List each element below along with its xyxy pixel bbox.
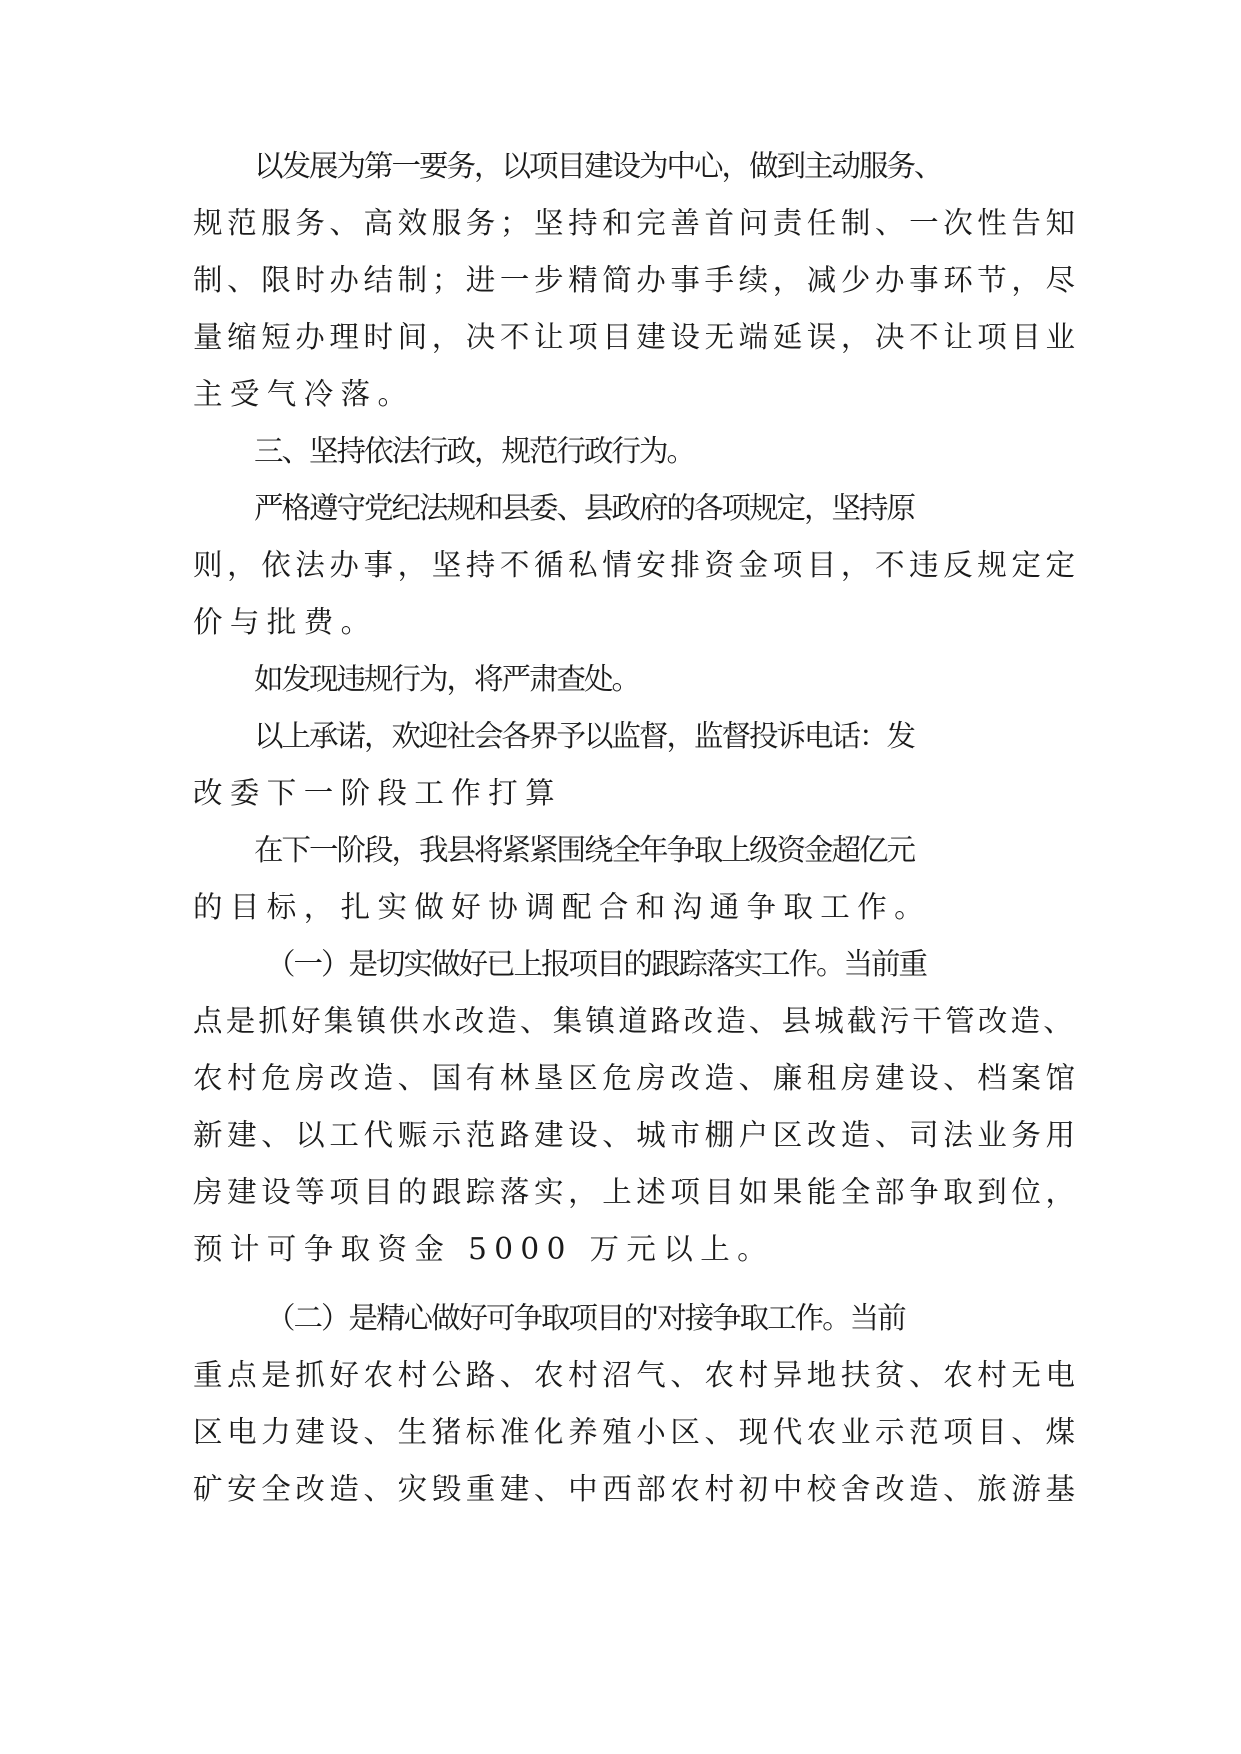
paragraph-line: 矿安全改造、灾毁重建、中西部农村初中校舍改造、旅游基 bbox=[193, 1472, 1080, 1506]
paragraph-line: 如发现违规行为，将严肃查处。 bbox=[254, 662, 640, 696]
paragraph-line: 改委下一阶段工作打算 bbox=[193, 776, 563, 810]
paragraph-line: 的目标，扎实做好协调配合和沟通争取工作。 bbox=[193, 890, 932, 924]
paragraph-line: 新建、以工代赈示范路建设、城市棚户区改造、司法业务用 bbox=[193, 1118, 1080, 1152]
paragraph-line: 农村危房改造、国有林垦区危房改造、廉租房建设、档案馆 bbox=[193, 1061, 1080, 1095]
section-heading: 三、坚持依法行政，规范行政行为。 bbox=[254, 434, 695, 468]
paragraph-line: 点是抓好集镇供水改造、集镇道路改造、县城截污干管改造、 bbox=[193, 1004, 1076, 1038]
paragraph-line: 则，依法办事，坚持不循私情安排资金项目，不违反规定定 bbox=[193, 548, 1080, 582]
paragraph-line: 规范服务、高效服务；坚持和完善首问责任制、一次性告知 bbox=[193, 206, 1080, 240]
paragraph-line: 制、限时办结制；进一步精简办事手续，减少办事环节，尽 bbox=[193, 263, 1080, 297]
paragraph-line: 价与批费。 bbox=[193, 605, 378, 639]
paragraph-line: （一）是切实做好已上报项目的跟踪落实工作。当前重 bbox=[266, 947, 927, 981]
paragraph-line: 房建设等项目的跟踪落实，上述项目如果能全部争取到位， bbox=[193, 1175, 1080, 1209]
paragraph-line: 预计可争取资金 5000 万元以上。 bbox=[193, 1232, 775, 1266]
paragraph-line: （二）是精心做好可争取项目的'对接争取工作。当前 bbox=[266, 1301, 905, 1335]
paragraph-line: 量缩短办理时间，决不让项目建设无端延误，决不让项目业 bbox=[193, 320, 1080, 354]
paragraph-line: 在下一阶段，我县将紧紧围绕全年争取上级资金超亿元 bbox=[254, 833, 915, 867]
paragraph-line: 以发展为第一要务，以项目建设为中心，做到主动服务、 bbox=[254, 149, 942, 183]
paragraph-line: 严格遵守党纪法规和县委、县政府的各项规定，坚持原 bbox=[254, 491, 915, 525]
paragraph-line: 以上承诺，欢迎社会各界予以监督，监督投诉电话：发 bbox=[254, 719, 915, 753]
paragraph-line: 区电力建设、生猪标准化养殖小区、现代农业示范项目、煤 bbox=[193, 1415, 1080, 1449]
paragraph-line: 重点是抓好农村公路、农村沼气、农村异地扶贫、农村无电 bbox=[193, 1358, 1080, 1392]
paragraph-line: 主受气冷落。 bbox=[193, 377, 415, 411]
